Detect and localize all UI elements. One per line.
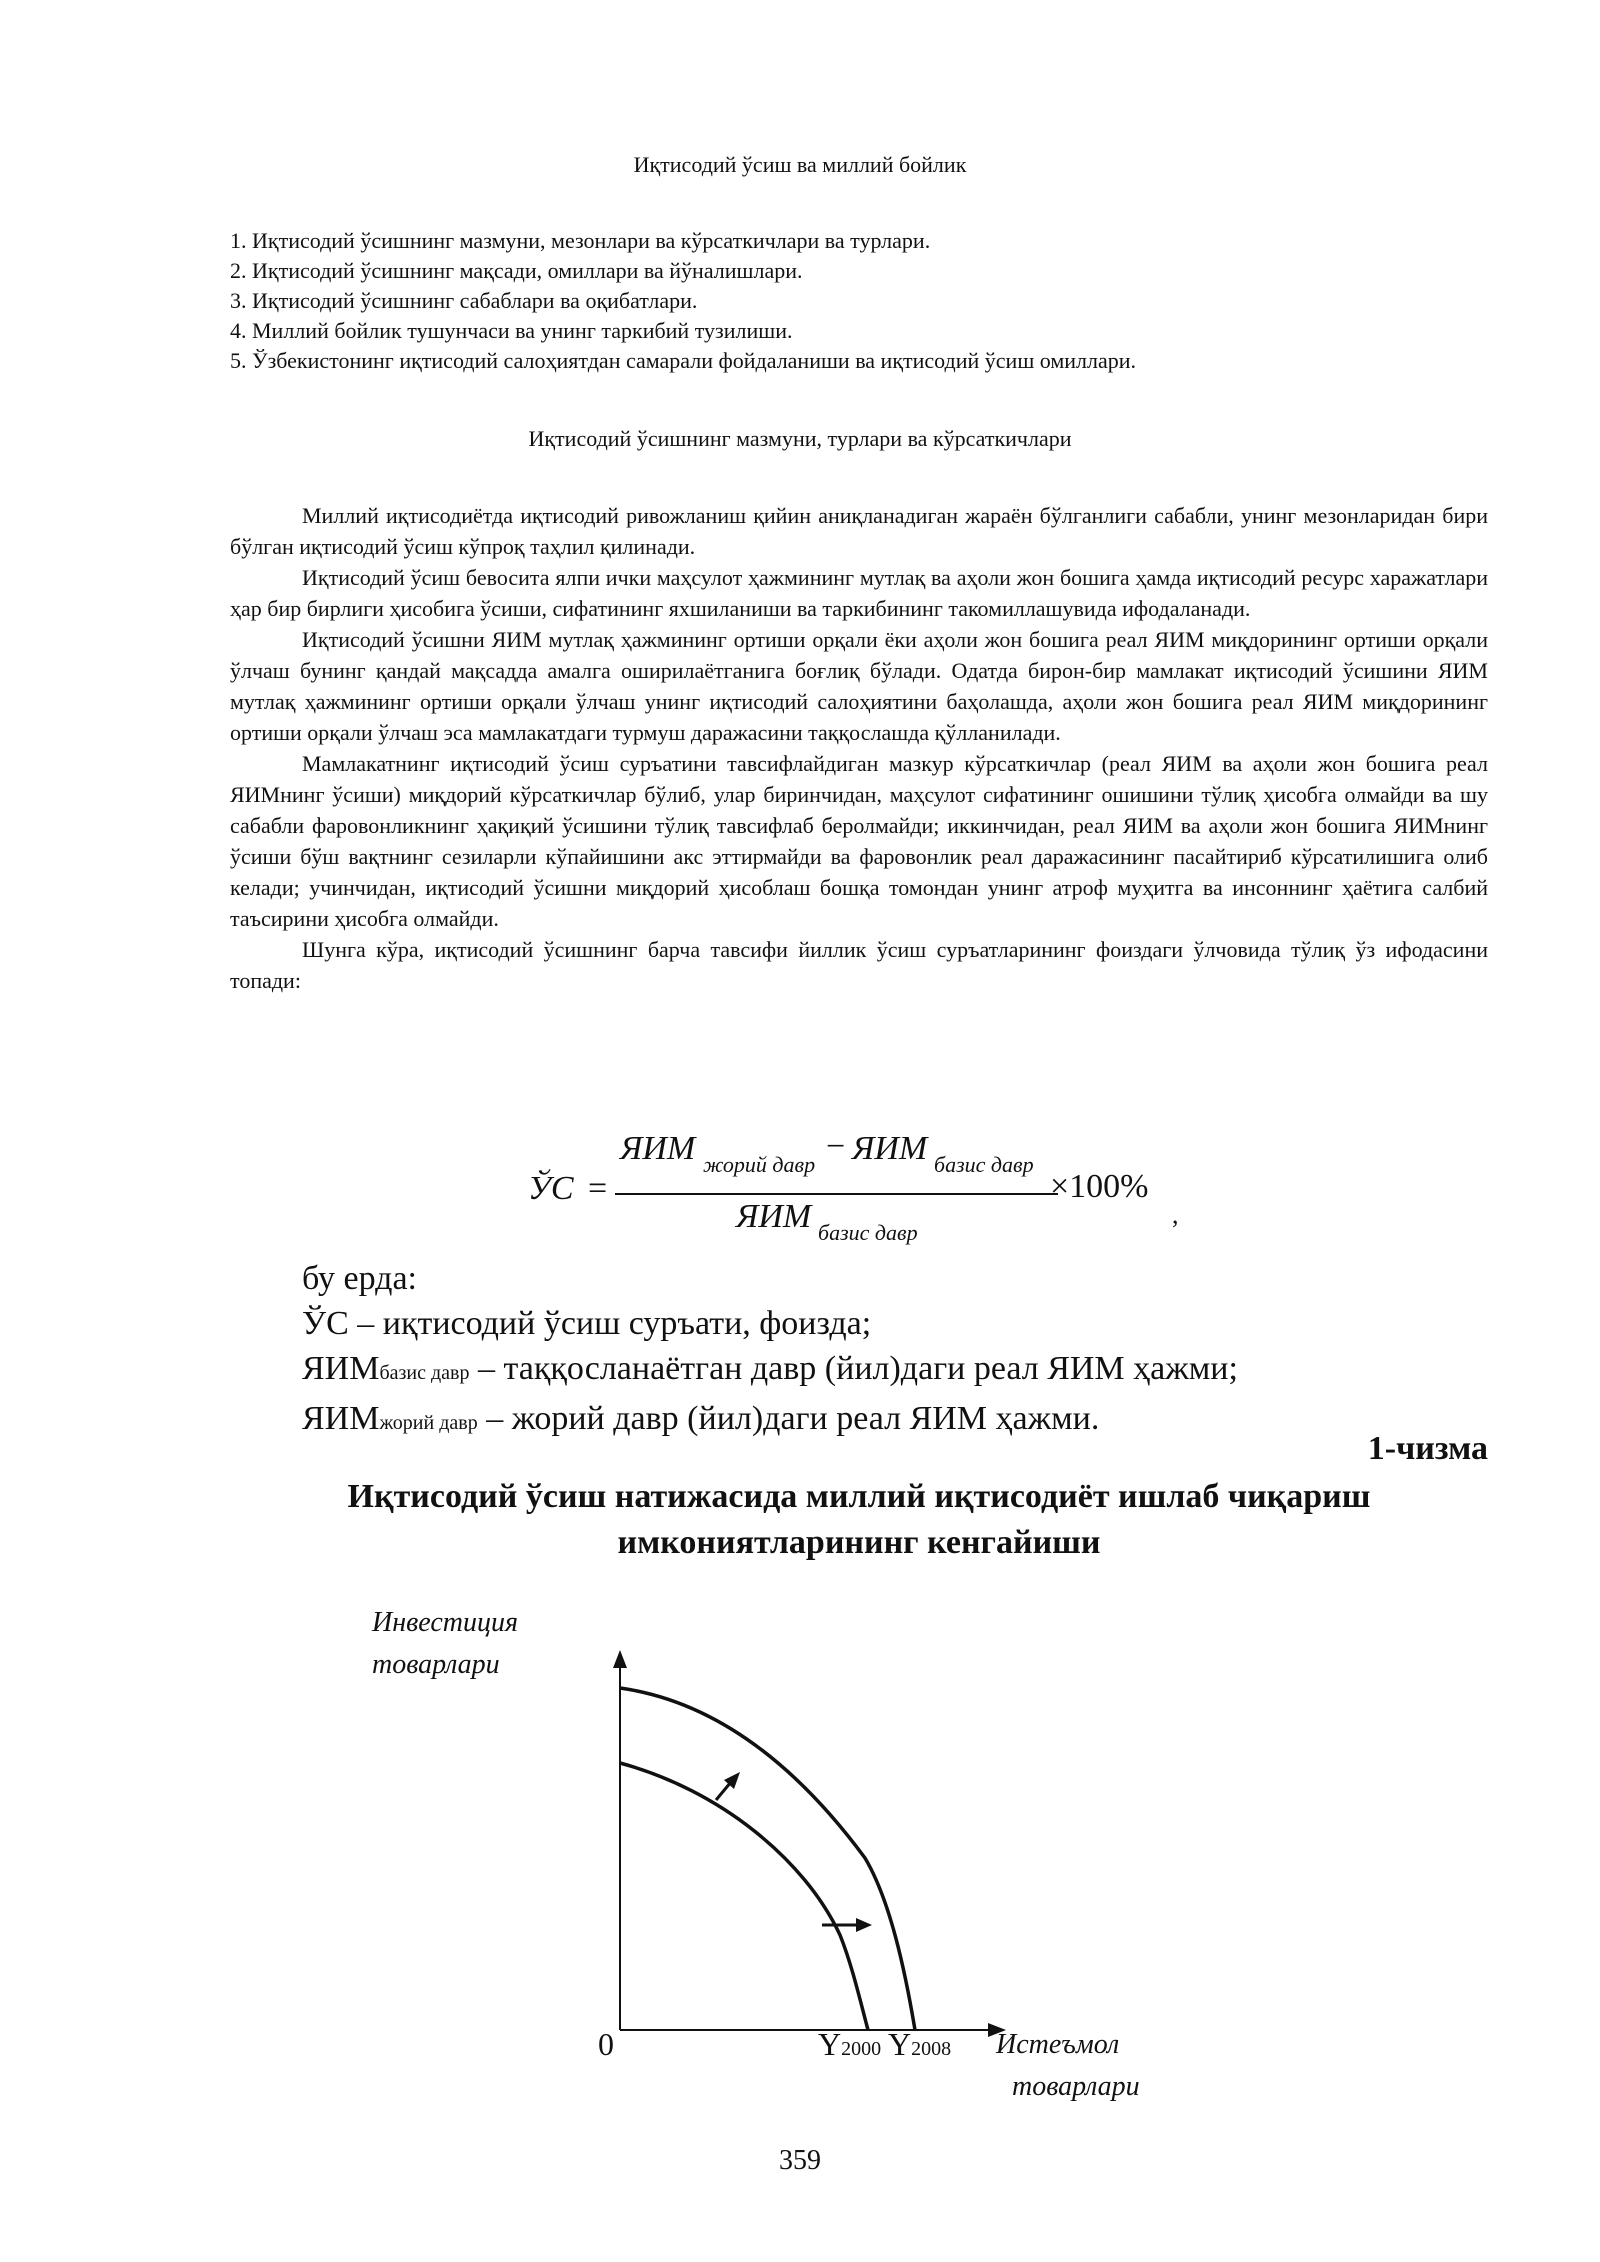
formula-numerator-b: ЯИМ xyxy=(852,1130,928,1167)
formula-numerator-b-sub: базис давр xyxy=(934,1152,1034,1177)
origin-label: 0 xyxy=(598,2026,614,2062)
y2000-main: Y xyxy=(818,2026,842,2062)
topic-item: 4. Миллий бойлик тушунчаси ва унинг таркибий тузилиши. xyxy=(230,318,793,343)
x-axis-label-line2: товарлари xyxy=(1012,2071,1140,2102)
formula-lhs: ЎС xyxy=(528,1170,574,1207)
y2000-label xyxy=(818,2026,881,2063)
ppf-curve-2008 xyxy=(620,1688,915,2030)
paragraph: Миллий иқтисодиётда иқтисодий ривожланиш қийин аниқланадиган жараён бўлганлиги сабабли, унинг мезонларидан бири бўлган иқтисодий ўсиш кўпроқ таҳлил қилинади. xyxy=(230,503,1488,559)
definition-current-main: ЯИМ xyxy=(302,1400,380,1437)
x-axis-label-line1: Истеъмол xyxy=(996,2029,1120,2060)
x-axis-label xyxy=(996,2024,1140,2108)
definition-current-text: – жорий давр (йил)даги реал ЯИМ ҳажми. xyxy=(477,1400,1100,1437)
formula-times-100: ×100% xyxy=(1050,1168,1149,1205)
formula-denominator: ЯИМ xyxy=(736,1198,812,1235)
y2000-sub: 2000 xyxy=(841,2038,882,2060)
y-axis-label xyxy=(372,1602,518,1686)
section-title: Иқтисодий ўсишнинг мазмуни, турлари ва кўрсаткичлари xyxy=(528,426,1072,451)
paragraph: Шунга кўра, иқтисодий ўсишнинг барча тавсифи йиллик ўсиш суръатларининг фоиздаги ўлчовида тўлиқ ўз ифодасини топади: xyxy=(230,937,1488,993)
formula-denominator-sub: базис давр xyxy=(818,1220,918,1245)
definition-base-main: ЯИМ xyxy=(302,1350,380,1387)
topic-item: 5. Ўзбекистонинг иқтисодий салоҳиятдан самарали фойдаланиши ва иқтисодий ўсиш омиллари. xyxy=(230,348,1137,373)
y-axis-label-line1: Инвестиция xyxy=(372,1607,518,1638)
figure-title: Иқтисодий ўсиш натижасида миллий иқтисодиёт ишлаб чиқариш имкониятларининг кенгайиши xyxy=(347,1478,1371,1561)
topic-item: 1. Иқтисодий ўсишнинг мазмуни, мезонлари ва кўрсаткичлари ва турлари. xyxy=(230,228,931,253)
definition-base-text: – таққосланаётган давр (йил)даги реал ЯИМ ҳажми; xyxy=(469,1350,1238,1387)
formula-equals: = xyxy=(588,1170,608,1207)
shift-arrowhead-horizontal xyxy=(856,1918,872,1932)
paragraph: Мамлакатнинг иқтисодий ўсиш суръатини тавсифлайдиган мазкур кўрсаткичлар (реал ЯИМ ва аҳоли жон бошига реал ЯИМнинг ўсиши) миқдорий кўрсаткичлар бўлиб, улар биринчидан, маҳсулот сифатининг ошишини тўлиқ ҳисобга олмайди ва шу сабабли фаровонликнинг ҳақиқий ўсишини тўлиқ тавсифлаб беролмайди; иккинчидан, реал ЯИМ ва аҳоли жон бошига ЯИМнинг ўсиши бўш вақтнинг сезиларли кўпайишини акс эттирмайди ва фаровонлик реал даражасининг пасайтириб кўрсатилишига олиб келади; учинчидан, иқтисодий ўсишни миқдорий ҳисоблаш бошқа томондан унинг атроф муҳитга ва инсоннинг ҳаётига салбий таъсирини ҳисобга олмайди. xyxy=(230,751,1488,931)
definition-us: ЎС – иқтисодий ўсиш суръати, фоизда; xyxy=(302,1305,872,1342)
topic-item: 3. Иқтисодий ўсишнинг сабаблари ва оқибатлари. xyxy=(230,288,698,313)
formula-numerator-a: ЯИМ xyxy=(620,1130,696,1167)
y2008-main: Y xyxy=(888,2026,912,2062)
topic-item: 2. Иқтисодий ўсишнинг мақсади, омиллари ва йўналишлари. xyxy=(230,258,803,283)
shift-arrow-diagonal xyxy=(716,1782,731,1800)
y2008-sub: 2008 xyxy=(911,2038,952,2060)
paragraph: Иқтисодий ўсишни ЯИМ мутлақ ҳажмининг ортиши орқали ёки аҳоли жон бошига реал ЯИМ миқдорининг ортиши орқали ўлчаш бунинг қандай мақсадда амалга оширилаётганига боғлиқ бўлади. Одатда бирон-бир мамлакат иқтисодий ўсишини ЯИМ мутлақ ҳажмининг ортиши орқали ўлчаш унинг иқтисодий салоҳиятини баҳолашда, аҳоли жон бошига реал ЯИМ миқдорининг ортиши орқали ўлчаш эса мамлакатдаги турмуш даражасини таққослашда қўлланилади. xyxy=(230,627,1488,745)
y-axis-arrowhead xyxy=(613,1650,627,1668)
definition-current-sub: жорий давр xyxy=(379,1412,478,1434)
figure-number: 1-чизма xyxy=(1367,1430,1488,1467)
ppf-curve-2000 xyxy=(620,1763,868,2030)
page-header: Иқтисодий ўсиш ва миллий бойлик xyxy=(633,152,967,177)
page-number: 359 xyxy=(779,2145,821,2176)
formula-minus: − xyxy=(826,1128,846,1165)
y2008-label xyxy=(888,2026,951,2063)
formula-comma: , xyxy=(1172,1200,1179,1229)
definitions-intro: бу ерда: xyxy=(302,1260,417,1297)
definition-base-sub: базис давр xyxy=(379,1362,470,1384)
formula-numerator-a-sub: жорий давр xyxy=(703,1152,816,1177)
paragraph: Иқтисодий ўсиш бевосита ялпи ички маҳсулот ҳажмининг мутлақ ва аҳоли жон бошига ҳамда иқтисодий ресурс харажатлари ҳар бир бирлиги ҳисобига ўсиши, сифатининг яхшиланиши ва таркибининг такомиллашувида ифодаланади. xyxy=(230,565,1488,621)
y-axis-label-line2: товарлари xyxy=(372,1649,500,1680)
